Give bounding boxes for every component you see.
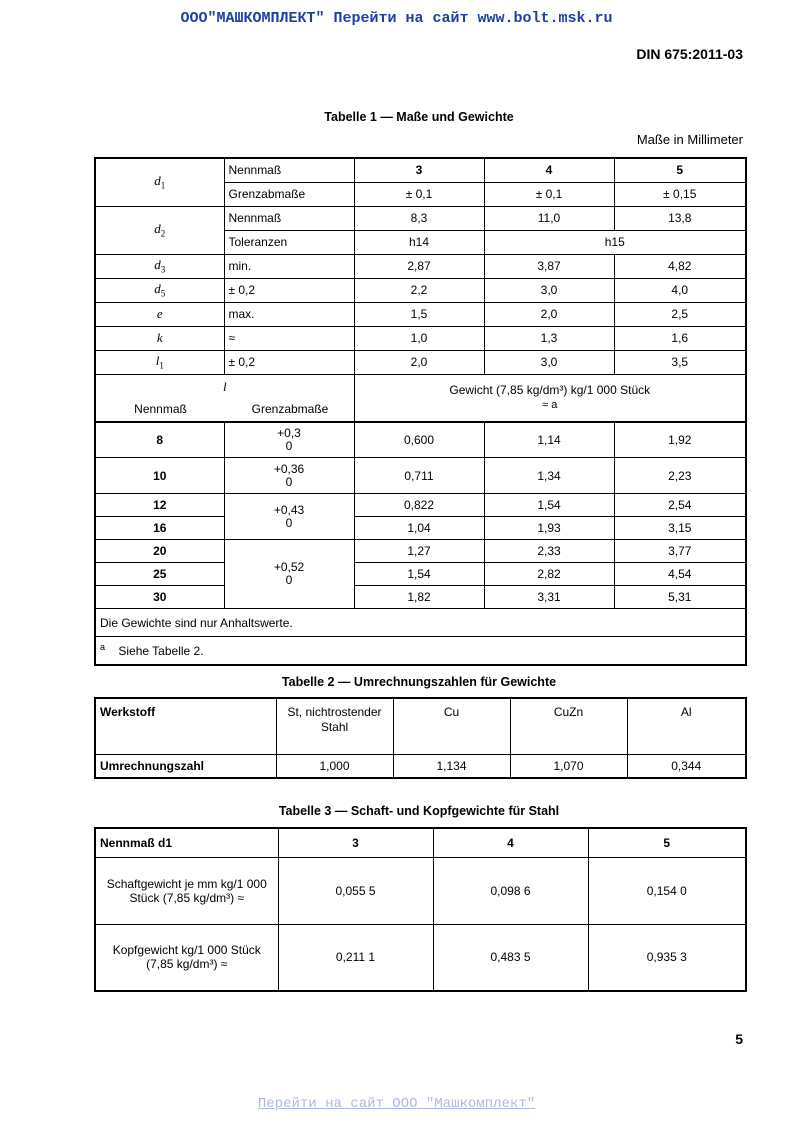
row-label: Umrechnungszahl [95, 754, 276, 778]
symbol-l1: $l_1$ [95, 350, 224, 374]
conversion-table [94, 697, 747, 779]
row-label: max. [224, 302, 354, 326]
cell-value: 3,0 [484, 278, 614, 302]
weight-value: 2,23 [614, 458, 746, 494]
length-tolerance: +0,3 0 [224, 422, 354, 458]
size-header: 5 [588, 828, 746, 857]
weight-value: 0,098 6 [433, 857, 588, 924]
conversion-factor: 1,134 [393, 754, 510, 778]
cell-value: 3,0 [484, 350, 614, 374]
weight-header: Gewicht (7,85 kg/dm³) kg/1 000 Stück ≈ a [354, 374, 746, 422]
cell-value: 2,0 [354, 350, 484, 374]
cell-value: 3,5 [614, 350, 746, 374]
weight-value: 0,154 0 [588, 857, 746, 924]
size-header: 5 [614, 158, 746, 182]
weight-value: 2,54 [614, 494, 746, 517]
symbol-d1: $d_1$ [95, 158, 224, 206]
row-label: Werkstoff [95, 698, 276, 754]
bottom-site-link[interactable]: Перейти на сайт ООО "Машкомплект" [257, 1096, 536, 1112]
cell-value: 2,87 [354, 254, 484, 278]
weight-value: 1,82 [354, 586, 484, 609]
cell-value: 2,2 [354, 278, 484, 302]
length-value: 8 [95, 422, 224, 458]
header-label: Nennmaß d1 [95, 828, 278, 857]
weight-value: 2,82 [484, 563, 614, 586]
material-name: Al [627, 698, 746, 754]
weight-value: 1,92 [614, 422, 746, 458]
weight-value: 1,54 [484, 494, 614, 517]
symbol-e: e [95, 302, 224, 326]
symbol-d3: $d_3$ [95, 254, 224, 278]
cell-value: 1,6 [614, 326, 746, 350]
row-label: Kopfgewicht kg/1 000 Stück (7,85 kg/dm³) ≈ [95, 924, 278, 991]
row-label: ± 0,2 [224, 350, 354, 374]
size-header: 4 [433, 828, 588, 857]
weight-value: 0,211 1 [278, 924, 433, 991]
shank-head-weight-table [94, 827, 747, 992]
length-tolerance: +0,43 0 [224, 494, 354, 540]
length-tolerance: +0,52 0 [224, 540, 354, 609]
cell-value: 11,0 [484, 206, 614, 230]
weight-value: 1,14 [484, 422, 614, 458]
cell-value: 4,82 [614, 254, 746, 278]
material-name: Cu [393, 698, 510, 754]
length-tolerance: +0,36 0 [224, 458, 354, 494]
cell-value: 13,8 [614, 206, 746, 230]
table3-caption: Tabelle 3 — Schaft- und Kopfgewichte für Stahl [278, 804, 560, 818]
length-value: 16 [95, 517, 224, 540]
length-value: 20 [95, 540, 224, 563]
row-label: min. [224, 254, 354, 278]
weight-value: 1,54 [354, 563, 484, 586]
weight-value: 0,483 5 [433, 924, 588, 991]
weight-value: 3,15 [614, 517, 746, 540]
symbol-k: k [95, 326, 224, 350]
page-number: 5 [735, 1031, 743, 1047]
row-label: Schaftgewicht je mm kg/1 000 Stück (7,85 kg/dm³) ≈ [95, 857, 278, 924]
symbol-d2: $d_2$ [95, 206, 224, 254]
row-label: Nennmaß [224, 206, 354, 230]
footnote: $^a$ Siehe Tabelle 2. [95, 637, 746, 665]
cell-value: 8,3 [354, 206, 484, 230]
size-header: 4 [484, 158, 614, 182]
conversion-factor: 0,344 [627, 754, 746, 778]
cell-value: h14 [354, 230, 484, 254]
length-value: 10 [95, 458, 224, 494]
cell-value: ± 0,1 [354, 182, 484, 206]
symbol-d5: $d_5$ [95, 278, 224, 302]
cell-value: h15 [484, 230, 746, 254]
size-header: 3 [354, 158, 484, 182]
weight-value: 4,54 [614, 563, 746, 586]
weight-value: 0,935 3 [588, 924, 746, 991]
cell-value: 4,0 [614, 278, 746, 302]
cell-value: ± 0,1 [484, 182, 614, 206]
units-note: Maße in Millimeter [636, 132, 743, 147]
length-value: 30 [95, 586, 224, 609]
cell-value: 2,0 [484, 302, 614, 326]
row-label: ≈ [224, 326, 354, 350]
weight-value: 3,31 [484, 586, 614, 609]
cell-value: 2,5 [614, 302, 746, 326]
site-link[interactable]: ООО"МАШКОМПЛЕКТ" Перейти на сайт www.bolt.msk.ru [180, 10, 613, 27]
size-header: 3 [278, 828, 433, 857]
weight-value: 0,600 [354, 422, 484, 458]
cell-value: 1,3 [484, 326, 614, 350]
document-number: DIN 675:2011-03 [636, 46, 743, 62]
weight-value: 1,93 [484, 517, 614, 540]
conversion-factor: 1,000 [276, 754, 393, 778]
weight-value: 5,31 [614, 586, 746, 609]
conversion-factor: 1,070 [510, 754, 627, 778]
cell-value: ± 0,15 [614, 182, 746, 206]
table-note: Die Gewichte sind nur Anhaltswerte. [95, 609, 746, 637]
weight-value: 0,822 [354, 494, 484, 517]
weight-value: 0,711 [354, 458, 484, 494]
weight-value: 1,34 [484, 458, 614, 494]
weight-value: 1,27 [354, 540, 484, 563]
cell-value: 3,87 [484, 254, 614, 278]
weight-value: 1,04 [354, 517, 484, 540]
weight-value: 3,77 [614, 540, 746, 563]
length-header: l Nennmaß Grenzabmaße [95, 374, 354, 422]
row-label: ± 0,2 [224, 278, 354, 302]
row-label: Nennmaß [224, 158, 354, 182]
row-label: Grenzabmaße [224, 182, 354, 206]
weight-value: 0,055 5 [278, 857, 433, 924]
material-name: CuZn [510, 698, 627, 754]
cell-value: 1,5 [354, 302, 484, 326]
table2-caption: Tabelle 2 — Umrechnungszahlen für Gewichte [281, 675, 557, 689]
length-value: 12 [95, 494, 224, 517]
length-value: 25 [95, 563, 224, 586]
weight-value: 2,33 [484, 540, 614, 563]
row-label: Toleranzen [224, 230, 354, 254]
material-name: St, nichtrostender Stahl [276, 698, 393, 754]
cell-value: 1,0 [354, 326, 484, 350]
table1-caption: Tabelle 1 — Maße und Gewichte [324, 110, 514, 124]
dimensions-weights-table [94, 157, 747, 666]
